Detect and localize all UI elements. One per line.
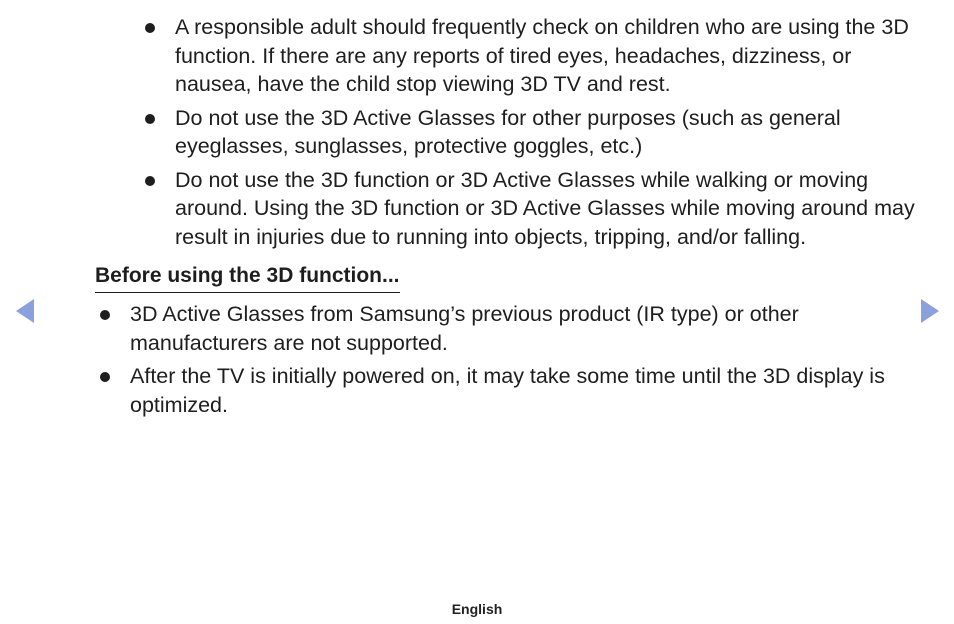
list-item-text: A responsible adult should frequently check on children who are using the 3D function. If there are any reports of tired eyes, headaches, dizziness, or nausea, have the child stop viewing 3D TV and rest.: [175, 15, 909, 96]
list-item-text: After the TV is initially powered on, it may take some time until the 3D display is optimized.: [130, 364, 885, 417]
list-item: [130, 300, 910, 357]
list-item: [175, 104, 915, 161]
precautions-list: [175, 13, 915, 256]
footer-language-label: English: [451, 601, 503, 617]
bullet-icon: [145, 176, 155, 186]
previous-page-arrow-icon[interactable]: [16, 299, 34, 323]
bullet-icon: [100, 310, 110, 320]
list-item: [130, 362, 910, 419]
list-item: [175, 166, 915, 252]
bullet-icon: [145, 114, 155, 124]
list-item-text: Do not use the 3D function or 3D Active Glasses while walking or moving around. Using the 3D function or 3D Active Glasses while moving around may result in injuries due to running into objects, tripping, and/or falling.: [175, 167, 915, 249]
before-use-list: [130, 300, 910, 424]
list-item: [175, 13, 915, 99]
bullet-icon: [100, 372, 110, 382]
list-item-text: 3D Active Glasses from Samsung’s previous product (IR type) or other manufacturers are not supported.: [130, 302, 799, 355]
list-item-text: Do not use the 3D Active Glasses for other purposes (such as general eyeglasses, sunglasses, protective goggles, etc.): [175, 105, 841, 158]
bullet-icon: [145, 23, 155, 33]
section-heading: Before using the 3D function...: [95, 262, 400, 293]
next-page-arrow-icon[interactable]: [921, 299, 939, 323]
